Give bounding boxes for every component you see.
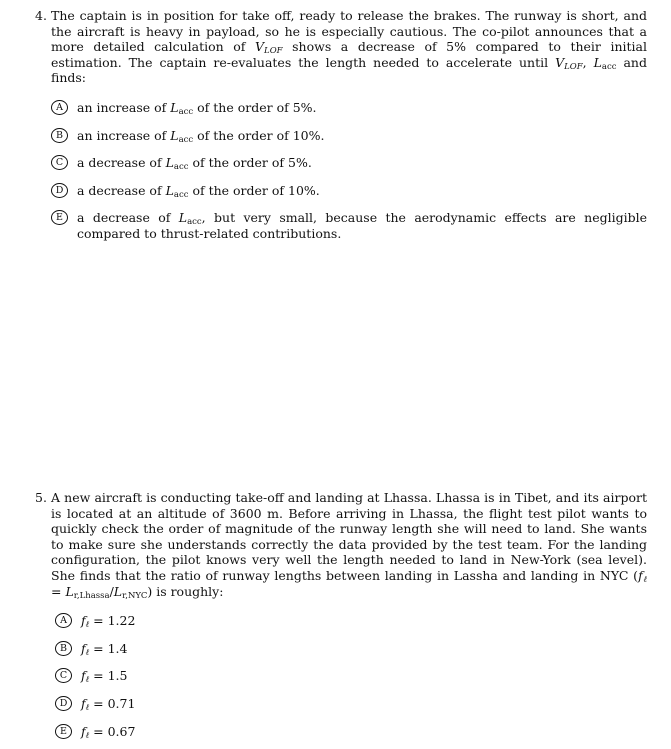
symbol-l: L: [593, 54, 602, 70]
symbol-sub-lof: LOF: [564, 61, 583, 72]
question-5: [35, 490, 647, 739]
symbol-sub-lof: LOF: [264, 46, 283, 57]
question-5-stem: [35, 490, 647, 599]
question-text: [51, 490, 647, 599]
symbol-sub-lhassa: r,Lhassa: [73, 590, 110, 601]
stem-part: and finds:: [51, 54, 647, 86]
symbol-v: V: [255, 39, 265, 55]
slash: /: [109, 583, 114, 599]
answer-option-e[interactable]: [51, 210, 647, 241]
option-letter-badge: D: [55, 696, 72, 711]
option-letter-badge: C: [51, 155, 68, 170]
option-letter-badge: B: [55, 641, 72, 656]
option-text: an increase of $L_{acc}$ of the order of 5%.: [77, 99, 317, 117]
option-letter-badge: B: [51, 128, 68, 143]
option-letter-badge: E: [55, 724, 72, 739]
option-letter-badge: D: [51, 183, 68, 198]
equals-sign: =: [51, 583, 66, 599]
stem-part: The captain is in position for take off, ready to release the brakes. The runway is short, and the aircraft is heavy in payload, so he is especially cautious. The co-pilot announces that a more detailed calculation of: [51, 8, 647, 55]
symbol-sub-acc: acc: [601, 61, 617, 72]
option-letter-badge: A: [51, 100, 68, 115]
question-text: [51, 8, 647, 86]
question-number: 4.: [35, 8, 47, 23]
option-letter-badge: A: [55, 613, 72, 628]
answer-option-b[interactable]: [51, 128, 647, 144]
question-4-stem: [35, 8, 647, 86]
option-letter-badge: E: [51, 210, 68, 225]
question-number: 5.: [35, 490, 47, 505]
answer-option-b[interactable]: [55, 641, 647, 657]
option-text: $f_\ell = 1.5$: [81, 668, 128, 686]
answer-options: [55, 613, 647, 739]
stem-part: shows a decrease of 5% compared to their initial estimation. The captain re-evaluates the length needed to accelerate until: [51, 39, 647, 70]
answer-option-a[interactable]: [51, 100, 647, 116]
answer-option-e[interactable]: [55, 724, 647, 740]
symbol-l: L: [65, 583, 74, 599]
option-text: an increase of $L_{acc}$ of the order of 10%.: [77, 127, 325, 145]
option-text: $f_\ell = 0.71$: [81, 695, 136, 713]
option-text: a decrease of $L_{acc}$, but very small, because the aerodynamic effects are negligible compared to thrust-related contributions.: [77, 210, 648, 241]
option-text: a decrease of $L_{acc}$ of the order of 10%.: [77, 182, 320, 200]
symbol-v: V: [555, 54, 565, 70]
answer-option-c[interactable]: [51, 155, 647, 171]
answer-option-a[interactable]: [55, 613, 647, 629]
answer-option-d[interactable]: [51, 183, 647, 199]
symbol-l: L: [113, 583, 123, 599]
option-text: $f_\ell = 0.67$: [81, 723, 136, 741]
answer-option-c[interactable]: [55, 668, 647, 684]
option-text: $f_\ell = 1.22$: [81, 613, 136, 631]
stem-part: ) is roughly:: [147, 583, 224, 599]
answer-options: [51, 100, 647, 242]
symbol-sub-nyc: r,NYC: [122, 590, 148, 601]
symbol-f: f: [638, 567, 643, 583]
question-4: [35, 8, 647, 242]
answer-option-d[interactable]: [55, 696, 647, 712]
option-text: a decrease of $L_{acc}$ of the order of 5%.: [77, 155, 312, 173]
option-letter-badge: C: [55, 668, 72, 683]
option-text: $f_\ell = 1.4$: [81, 640, 128, 658]
stem-part: A new aircraft is conducting take-off and landing at Lhassa. Lhassa is in Tibet, and its airport is located at an altitude of 3600 m. Before arriving in Lhassa, the flight test pilot wants to quickly check the order of magnitude of the runway length she will need to land. She wants to make sure she understands correctly the data provided by the test team. For the landing configuration, the pilot knows very well the length needed to land in New-York (sea level). She finds that the ratio of runway lengths between landing in Lassha and landing in NYC (: [51, 490, 647, 583]
symbol-sub-l: ℓ: [642, 574, 648, 585]
stem-part: ,: [582, 54, 594, 70]
